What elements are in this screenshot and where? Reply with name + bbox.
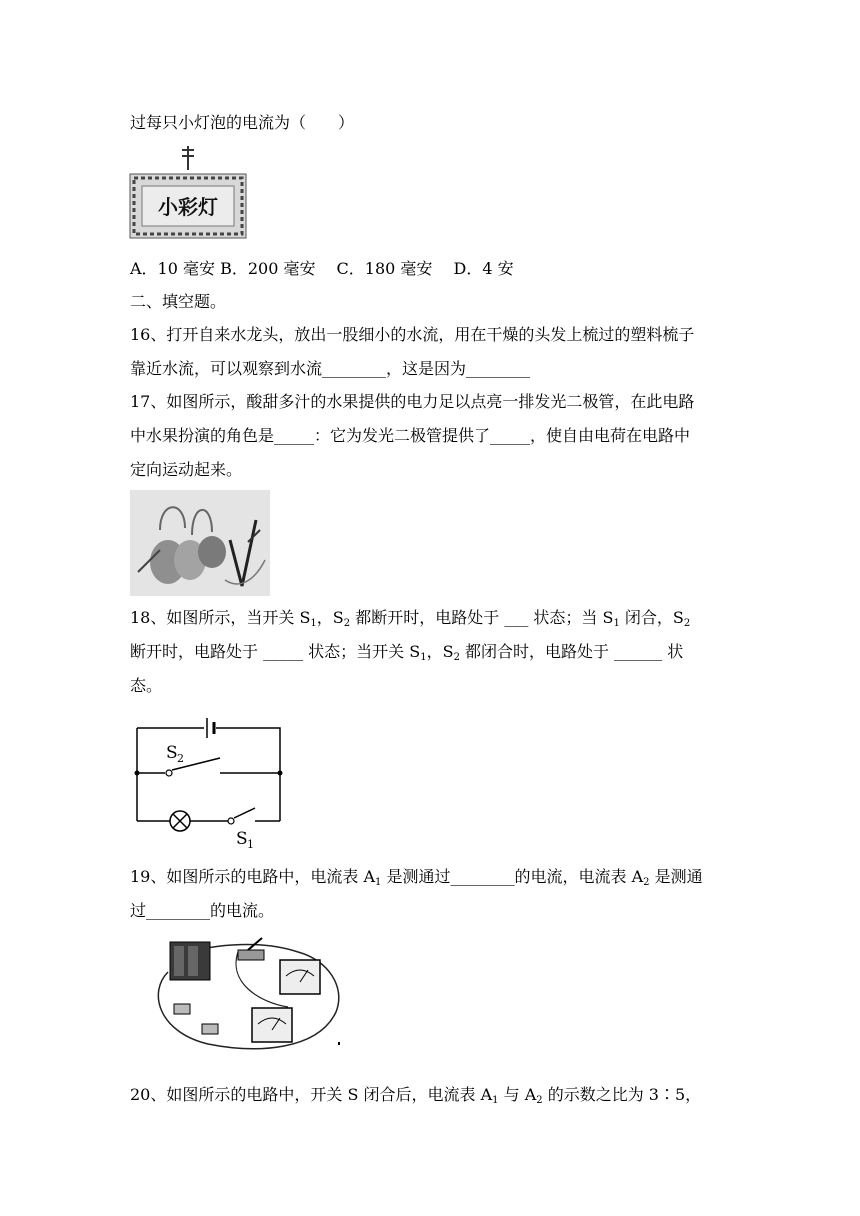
label-s1: S bbox=[236, 829, 248, 849]
q15-stem-tail: 过每只小灯泡的电流为（ ） bbox=[130, 113, 355, 132]
q20-sub-a1: 1 bbox=[492, 1095, 499, 1106]
q18-sub-s2b: 2 bbox=[683, 618, 691, 629]
q19-l1b: 是测通过________的电流，电流表 A bbox=[381, 867, 644, 886]
section-title: 二、填空题。 bbox=[130, 292, 227, 311]
label-s1-sub: 1 bbox=[247, 838, 254, 851]
q18-sub-s1b: 1 bbox=[613, 618, 620, 629]
q16-line2: 靠近水流，可以观察到水流________，这是因为________ bbox=[130, 359, 531, 378]
q18-sub-s1: 1 bbox=[310, 618, 317, 629]
q20-b: 与 A bbox=[498, 1085, 537, 1104]
q19-sub-a1: 1 bbox=[375, 877, 382, 888]
small-lights-figure bbox=[128, 144, 248, 242]
q17-line3: 定向运动起来。 bbox=[130, 460, 243, 479]
label-s2-sub: 2 bbox=[177, 752, 184, 765]
q18-sub-s1c: 1 bbox=[420, 652, 427, 663]
q20-c: 的示数之比为 3∶5， bbox=[542, 1085, 702, 1104]
q18-l2a: 断开时，电路处于 _____ 状态；当开关 S bbox=[130, 642, 421, 661]
q19-sub-a2: 2 bbox=[643, 877, 650, 888]
q20-a: 20、如图所示的电路中，开关 S 闭合后，电流表 A bbox=[130, 1085, 493, 1104]
q18-l1b: ，S bbox=[316, 608, 344, 627]
q19-l1c: 是测通 bbox=[649, 867, 703, 886]
small-lights-label: 小彩灯 bbox=[158, 195, 218, 219]
q18-line1 bbox=[130, 607, 690, 635]
q18-line3: 态。 bbox=[130, 676, 163, 695]
q19-l1a: 19、如图所示的电路中，电流表 A bbox=[130, 867, 376, 886]
q16-line1: 16、打开自来水龙头，放出一股细小的水流，用在干燥的头发上梳过的塑料梳子 bbox=[130, 325, 695, 344]
label-s2: S bbox=[166, 743, 178, 763]
q15-options: A．10 毫安 B．200 毫安 C．180 毫安 D．4 安 bbox=[130, 259, 514, 278]
q18-sub-s2c: 2 bbox=[453, 652, 460, 663]
switch-circuit-diagram bbox=[130, 706, 290, 854]
fruit-battery-photo bbox=[130, 490, 270, 596]
q18-l2c: 都闭合时，电路处于 ______ 状 bbox=[459, 642, 684, 661]
q19-line2: 过________的电流。 bbox=[130, 901, 275, 920]
q17-line2: 中水果扮演的角色是_____：它为发光二极管提供了_____，使自由电荷在电路中 bbox=[130, 426, 691, 445]
q18-l1c: 都断开时，电路处于 ___ 状态；当 S bbox=[350, 608, 614, 627]
q18-sub-s2: 2 bbox=[343, 618, 351, 629]
ammeter-circuit-photo bbox=[148, 932, 348, 1058]
q18-l1a: 18、如图所示，当开关 S bbox=[130, 608, 311, 627]
q18-l2b: ，S bbox=[426, 642, 454, 661]
q17-line1: 17、如图所示，酸甜多汁的水果提供的电力足以点亮一排发光二极管，在此电路 bbox=[130, 392, 695, 411]
q19-line1 bbox=[130, 866, 703, 894]
q18-l1d: 闭合，S bbox=[619, 608, 684, 627]
q20-line1 bbox=[130, 1084, 701, 1112]
q18-line2 bbox=[130, 641, 683, 669]
q20-sub-a2: 2 bbox=[536, 1095, 543, 1106]
